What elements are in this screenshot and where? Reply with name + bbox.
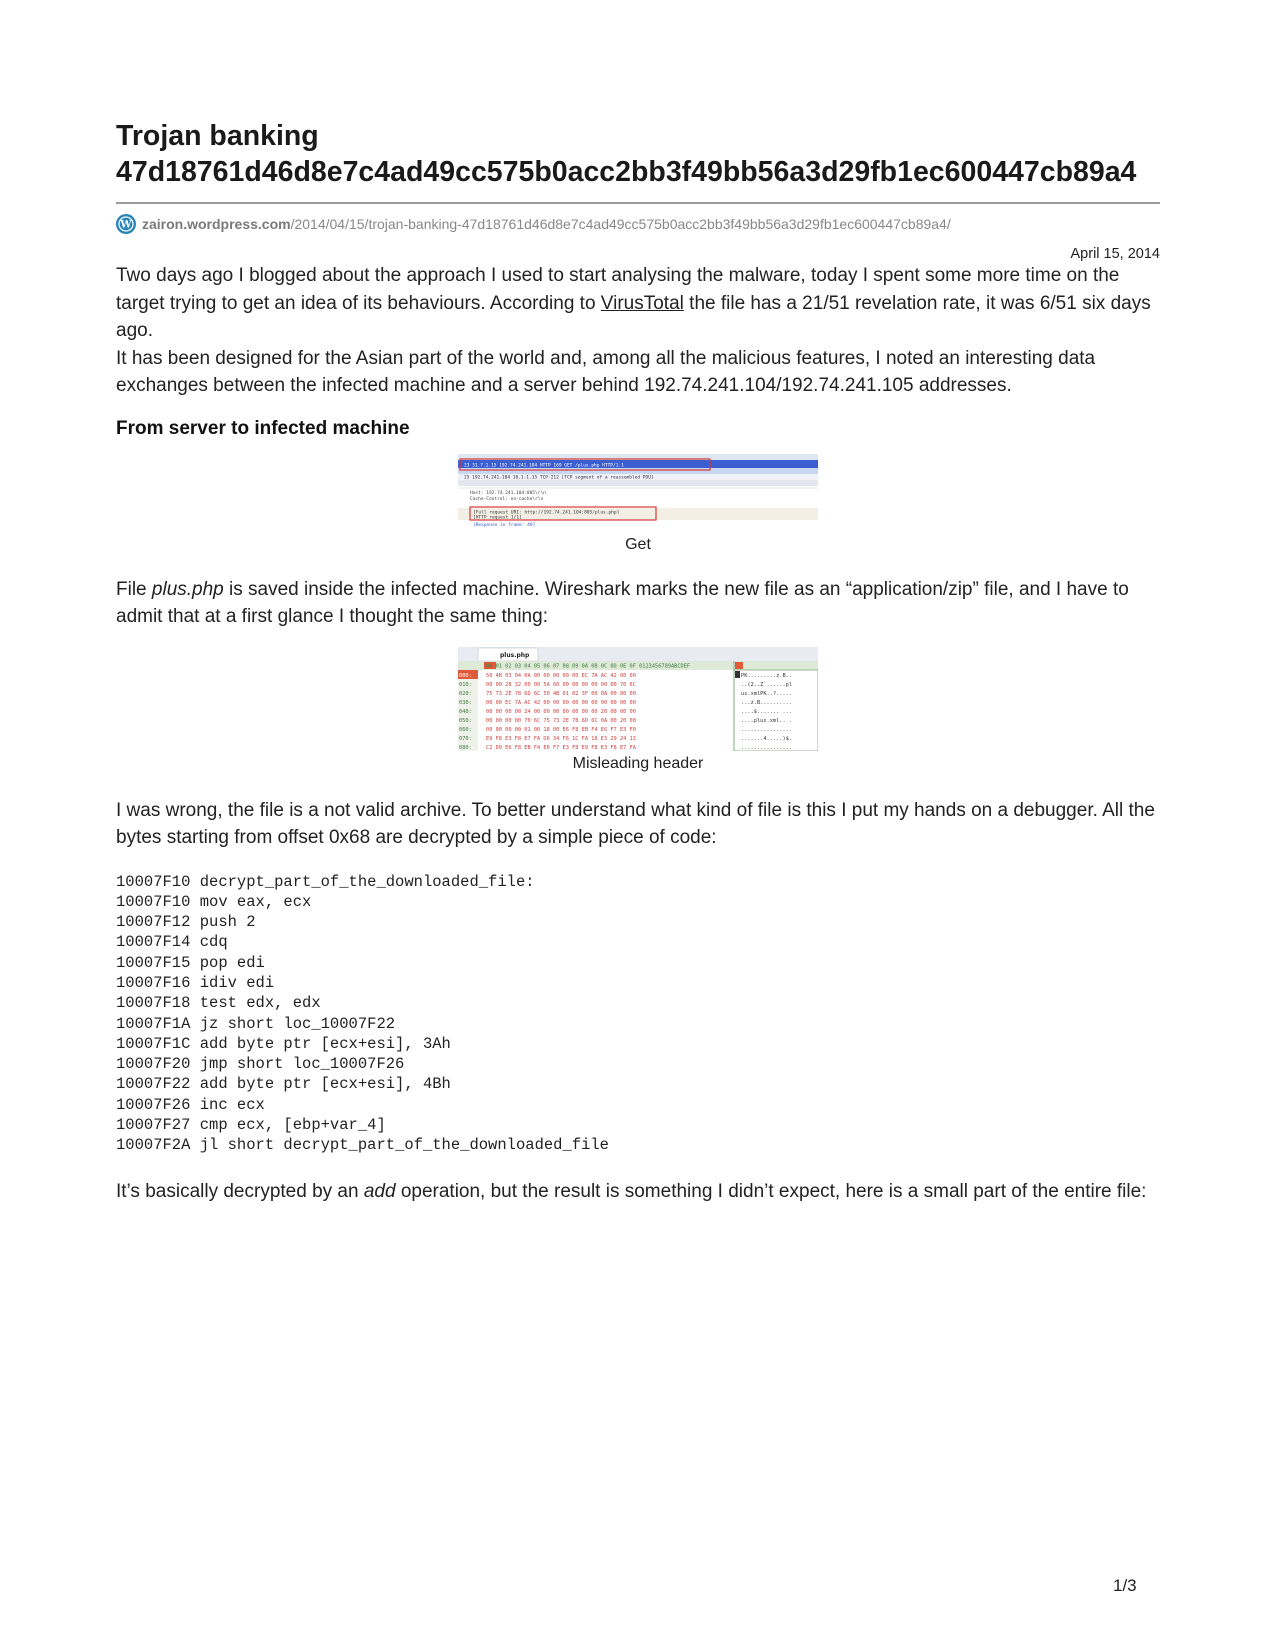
hex-row-bytes: 00 00 28 32 00 00 5A 60 00 00 00 00 00 00 70 6C bbox=[486, 681, 636, 688]
hex-row-offset: 040: bbox=[459, 708, 472, 715]
hex-row-offset: 050: bbox=[459, 717, 472, 724]
hex-tab-label: plus.php bbox=[500, 651, 530, 659]
hex-row-offset: 010: bbox=[459, 681, 472, 688]
hex-row-offset: 000: bbox=[459, 672, 472, 679]
wordpress-icon bbox=[116, 214, 136, 234]
source-url[interactable] bbox=[116, 214, 1160, 234]
figure-caption-misleading-header: Misleading header bbox=[572, 754, 704, 772]
capture-detail-1: Host: 192.74.241.104:805\r\n bbox=[470, 490, 546, 496]
code-line: 10007F2A jl short decrypt_part_of_the_downloaded_file bbox=[116, 1136, 609, 1155]
hex-row-bytes: C2 D0 E6 F8 EB F4 E6 F7 E3 F8 E9 F8 E3 F8 E7 FA bbox=[486, 744, 636, 751]
wireshark-screenshot bbox=[458, 454, 818, 532]
page-number: 1/3 bbox=[1113, 1576, 1137, 1595]
code-line: 10007F15 pop edi bbox=[116, 953, 265, 972]
page-title bbox=[116, 118, 1160, 190]
hex-row-ascii: .......4.....)$. bbox=[741, 735, 793, 742]
hex-row-bytes: 00 00 00 00 24 00 00 00 00 00 00 00 20 00 00 00 bbox=[486, 708, 636, 715]
hex-row-ascii: ....$....... ... bbox=[741, 708, 793, 715]
hex-row-offset: 020: bbox=[459, 690, 472, 697]
hex-column-header: 00 01 02 03 04 05 06 07 08 09 0A 0B 0C 0D 0E 0F 0123456789ABCDEF bbox=[486, 663, 691, 669]
capture-detail-5: [Response in frame: 49] bbox=[473, 522, 536, 528]
source-path: /2014/04/15/trojan-banking-47d18761d46d8e7c4ad49cc575b0acc2bb3f49bb56a3d29fb1ec600447cb89a4/ bbox=[290, 216, 951, 232]
hex-row-offset: 030: bbox=[459, 699, 472, 706]
hex-row-ascii: ....plus.xml.. . bbox=[741, 717, 793, 724]
section-heading: From server to infected machine bbox=[116, 417, 410, 439]
paragraph-3-filename: plus.php bbox=[151, 578, 224, 600]
capture-detail-2: Cache-Control: no-cache\r\n bbox=[470, 496, 544, 502]
hex-row-bytes: 50 4B 03 04 0A 00 00 00 00 00 EC 7A AC 42 00 00 bbox=[486, 672, 636, 679]
source-domain: zairon.wordpress.com bbox=[142, 216, 291, 232]
code-line: 10007F10 mov eax, ecx bbox=[116, 892, 312, 911]
paragraph-3 bbox=[116, 576, 1160, 631]
code-line: 10007F27 cmp ecx, [ebp+var_4] bbox=[116, 1116, 386, 1135]
paragraph-1 bbox=[116, 262, 1160, 345]
code-line: 10007F10 decrypt_part_of_the_downloaded_file: bbox=[116, 872, 535, 891]
hex-row-bytes: 00 00 EC 7A AC 42 00 00 00 00 00 00 00 00 00 00 bbox=[486, 699, 636, 706]
code-line: 10007F14 cdq bbox=[116, 933, 228, 952]
capture-detail-4: [HTTP request 1/1] bbox=[473, 515, 522, 520]
paragraph-3-text-a: File bbox=[116, 578, 152, 600]
paragraph-3-text-b: is saved inside the infected machine. Wireshark marks the new file as an “application/zip” file, and I have to admit that at a first glance I thought the same thing: bbox=[116, 578, 1129, 627]
code-line: 10007F22 add byte ptr [ecx+esi], 4Bh bbox=[116, 1075, 451, 1094]
paragraph-4: I was wrong, the file is a not valid archive. To better understand what kind of file is this I put my hands on a debugger. All the bytes starting from offset 0x68 are decrypted by a simple piece of code: bbox=[116, 799, 1155, 848]
post-date: April 15, 2014 bbox=[1070, 246, 1160, 262]
hex-row-ascii: us.xmlPK..?..... bbox=[741, 690, 793, 697]
title-line-2: 47d18761d46d8e7c4ad49cc575b0acc2bb3f49bb56a3d29fb1ec600447cb89a4 bbox=[116, 156, 1137, 188]
hex-row-bytes: 00 00 00 00 70 6C 75 73 2E 78 6D 6C 0A 00 20 00 bbox=[486, 717, 636, 724]
code-line: 10007F1C add byte ptr [ecx+esi], 3Ah bbox=[116, 1034, 451, 1053]
paragraph-2: It has been designed for the Asian part of the world and, among all the malicious features, I noted an interesting data exchanges between the infected machine and a server behind 192.74.241.104/192.74.241.105 addresses. bbox=[116, 347, 1096, 396]
hex-row-bytes: 00 00 00 00 01 00 18 00 E6 F8 EB F4 E6 F7 E3 F0 bbox=[486, 726, 636, 733]
title-line-1: Trojan banking bbox=[116, 120, 319, 152]
hex-row-ascii: ................ bbox=[741, 726, 793, 733]
code-line: 10007F12 push 2 bbox=[116, 913, 256, 932]
capture-row-1: 23 31.7.1.15 192.74.241.104 HTTP 169 GET /plus.php HTTP/1.1 bbox=[464, 463, 624, 468]
hex-rows bbox=[459, 673, 792, 751]
article bbox=[116, 118, 1160, 1205]
figure-misleading-header bbox=[116, 647, 1160, 773]
hex-editor-screenshot bbox=[458, 647, 818, 751]
figure-get bbox=[116, 454, 1160, 554]
code-line: 10007F1A jz short loc_10007F22 bbox=[116, 1014, 396, 1033]
code-line: 10007F26 inc ecx bbox=[116, 1095, 265, 1114]
code-line: 10007F18 test edx, edx bbox=[116, 994, 321, 1013]
paragraph-5-text-a: It’s basically decrypted by an bbox=[116, 1180, 364, 1202]
paragraph-5-text-b: operation, but the result is something I didn’t expect, here is a small part of the entire file: bbox=[395, 1180, 1147, 1202]
figure-caption-get: Get bbox=[625, 535, 651, 553]
hex-row-ascii: ...z.B.......... bbox=[741, 699, 793, 706]
svg-text:W: W bbox=[120, 219, 132, 231]
hex-row-ascii: PK.........z.B.. bbox=[741, 672, 793, 679]
paragraph-5 bbox=[116, 1178, 1160, 1206]
title-divider bbox=[116, 202, 1160, 204]
paragraph-1-text-a: Two days ago I blogged about the approach I used to start analysing the malware, today I spent some more time on the target trying to get an idea of its behaviours. According to bbox=[116, 265, 1120, 314]
capture-detail-3: [Full request URI: http://192.74.241.104:805/plus.php] bbox=[473, 510, 620, 515]
hex-row-offset: 060: bbox=[459, 726, 472, 733]
paragraph-5-operation: add bbox=[363, 1180, 396, 1202]
code-line: 10007F16 idiv edi bbox=[116, 973, 275, 992]
virustotal-link[interactable]: VirusTotal bbox=[600, 292, 684, 314]
hex-row-offset: 080: bbox=[459, 744, 472, 751]
hex-row-bytes: E9 F8 E3 F8 E7 FA D6 34 F6 1C FA 18 E3 29 24 13 bbox=[486, 735, 636, 742]
hex-row-bytes: 75 73 2E 78 6D 6C 50 4B 01 02 3F 00 0A 00 00 00 bbox=[486, 690, 636, 697]
hex-row-ascii: ..(2..Z`......pl bbox=[741, 681, 793, 688]
hex-row-offset: 070: bbox=[459, 735, 472, 742]
code-line: 10007F20 jmp short loc_10007F26 bbox=[116, 1055, 405, 1074]
code-block bbox=[116, 872, 1160, 1156]
hex-row-ascii: ................ bbox=[741, 744, 793, 751]
paragraph-1-text-b: the file has a 21/51 revelation rate, it was 6/51 six days ago. bbox=[116, 292, 1151, 341]
capture-row-2: 25 192.74.241.104 10.1.1.15 TCP 212 [TCP segment of a reassembled PDU] bbox=[464, 475, 654, 480]
